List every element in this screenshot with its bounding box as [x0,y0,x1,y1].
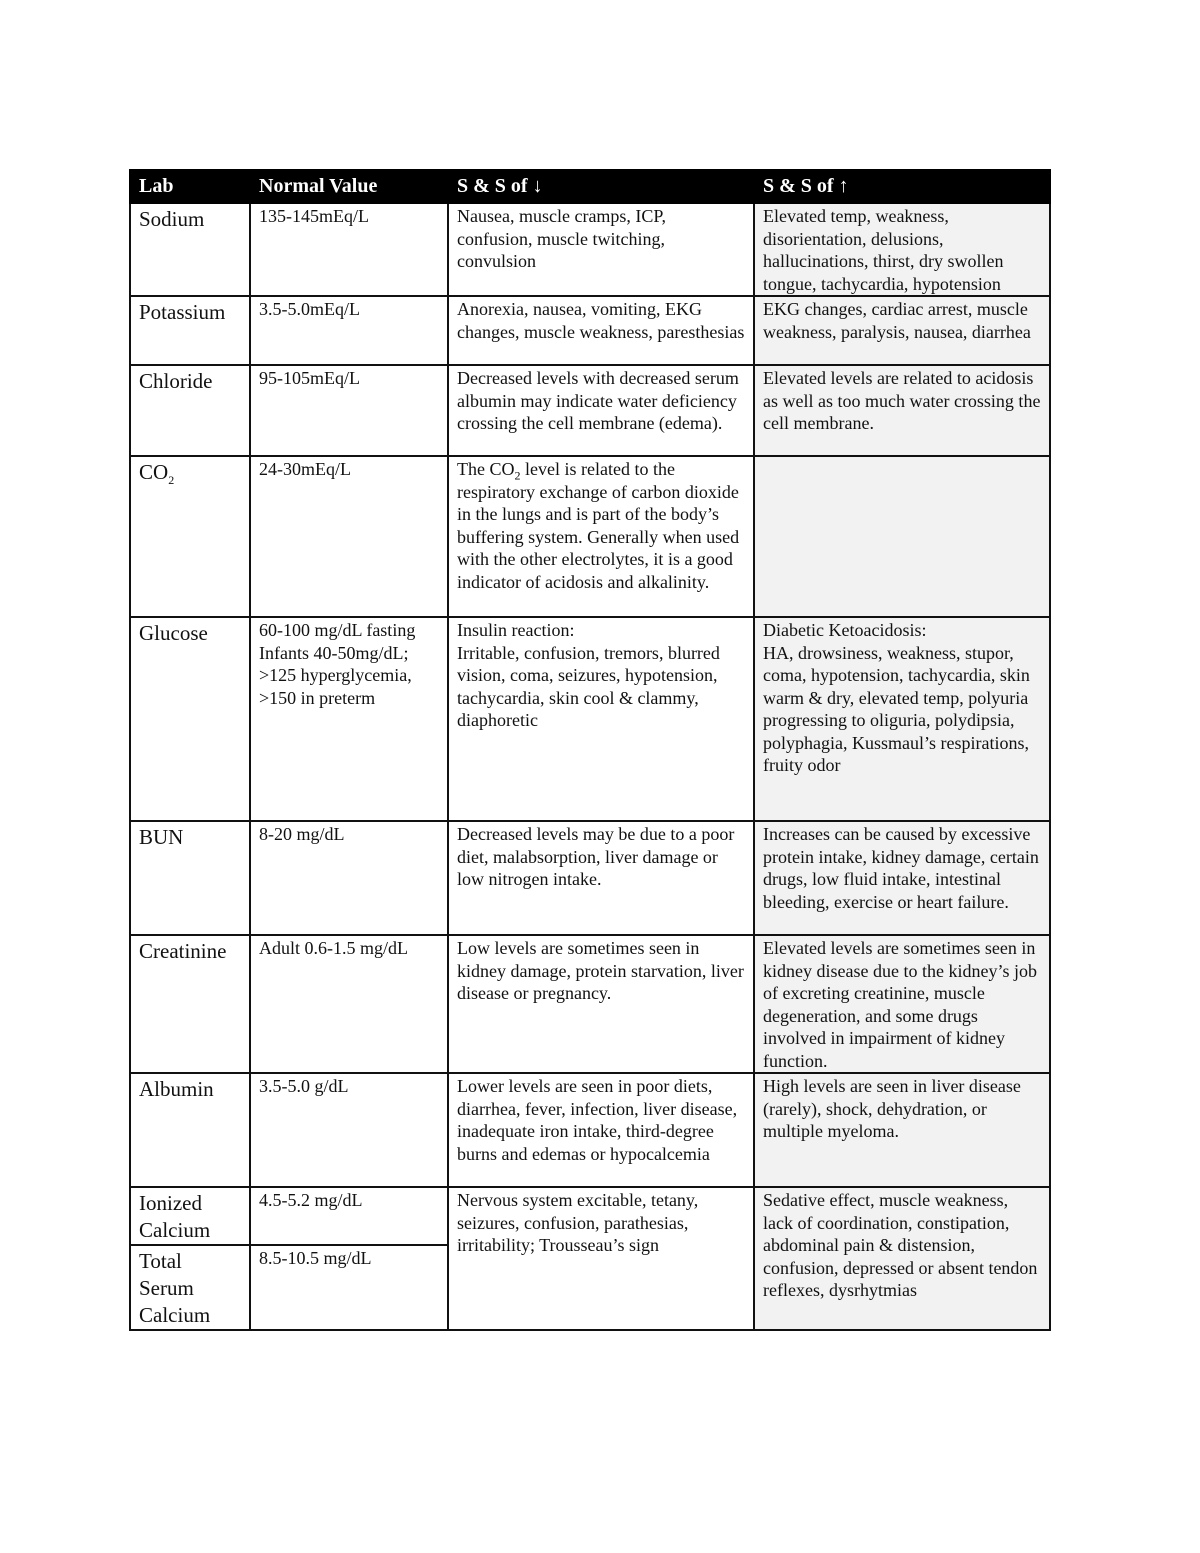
table-row [130,365,1050,456]
normal-value: 3.5-5.0mEq/L [250,296,448,365]
lab-name: Potassium [130,296,250,365]
table-row [130,935,1050,1073]
table-row [130,1073,1050,1187]
signs-low: Anorexia, nausea, vomiting, EKG changes, muscle weakness, paresthesias [448,296,754,365]
lab-values-table [129,169,1051,1331]
lab-name: Ionized Calcium [130,1187,250,1245]
normal-value: 24-30mEq/L [250,456,448,617]
table-row [130,202,1050,296]
normal-value: 8.5-10.5 mg/dL [250,1245,448,1330]
signs-low: Nervous system excitable, tetany, seizures, confusion, parathesias, irritability; Trousseau’s sign [448,1187,754,1330]
lab-name: $CO_2$ [130,456,250,617]
signs-high: Diabetic Ketoacidosis: HA, drowsiness, weakness, stupor, coma, hypotension, tachycardia, skin warm & dry, elevated temp, polyuria progressing to oliguria, polydipsia, polyphagia, Kussmaul’s respirations, fruity odor [754,617,1050,821]
signs-high: Elevated levels are related to acidosis as well as too much water crossing the cell membrane. [754,365,1050,456]
lab-name: Creatinine [130,935,250,1073]
header-signs-low: S & S of ↓ [448,170,754,202]
signs-low: Lower levels are seen in poor diets, diarrhea, fever, infection, liver disease, inadequate iron intake, third-degree burns and edemas or hypocalcemia [448,1073,754,1187]
header-normal-value: Normal Value [250,170,448,202]
header-lab: Lab [130,170,250,202]
table-row [130,456,1050,617]
normal-value: 3.5-5.0 g/dL [250,1073,448,1187]
signs-low: The $CO_2$ level is related to the respiratory exchange of carbon dioxide in the lungs and is part of the body’s buffering system. Generally when used with the other electrolytes, it is a good indicator of acidosis and alkalinity. [448,456,754,617]
table-header-row [130,170,1050,202]
normal-value: 4.5-5.2 mg/dL [250,1187,448,1245]
signs-low: Decreased levels with decreased serum albumin may indicate water deficiency crossing the cell membrane (edema). [448,365,754,456]
signs-high: EKG changes, cardiac arrest, muscle weakness, paralysis, nausea, diarrhea [754,296,1050,365]
normal-value: 8-20 mg/dL [250,821,448,935]
signs-low: Nausea, muscle cramps, ICP, confusion, muscle twitching, convulsion [448,202,754,296]
table-row [130,296,1050,365]
lab-name: Albumin [130,1073,250,1187]
signs-high: Sedative effect, muscle weakness, lack of coordination, constipation, abdominal pain & distension, confusion, depressed or absent tendon reflexes, dysrhytmias [754,1187,1050,1330]
normal-value: 60-100 mg/dL fasting Infants 40-50mg/dL; >125 hyperglycemia, >150 in preterm [250,617,448,821]
signs-low: Insulin reaction: Irritable, confusion, tremors, blurred vision, coma, seizures, hypotension, tachycardia, skin cool & clammy, diaphoretic [448,617,754,821]
header-signs-high: S & S of ↑ [754,170,1050,202]
lab-name: Glucose [130,617,250,821]
lab-name: Chloride [130,365,250,456]
normal-value: 95-105mEq/L [250,365,448,456]
table-row [130,821,1050,935]
signs-low: Low levels are sometimes seen in kidney damage, protein starvation, liver disease or pregnancy. [448,935,754,1073]
table-row [130,1187,1050,1245]
signs-high: Increases can be caused by excessive protein intake, kidney damage, certain drugs, low fluid intake, intestinal bleeding, exercise or heart failure. [754,821,1050,935]
signs-low: Decreased levels may be due to a poor diet, malabsorption, liver damage or low nitrogen intake. [448,821,754,935]
normal-value: Adult 0.6-1.5 mg/dL [250,935,448,1073]
normal-value: 135-145mEq/L [250,202,448,296]
lab-name: BUN [130,821,250,935]
lab-name: Total Serum Calcium [130,1245,250,1330]
signs-high: Elevated temp, weakness, disorientation, delusions, hallucinations, thirst, dry swollen tongue, tachycardia, hypotension [754,202,1050,296]
lab-name: Sodium [130,202,250,296]
signs-high [754,456,1050,617]
signs-high: High levels are seen in liver disease (rarely), shock, dehydration, or multiple myeloma. [754,1073,1050,1187]
table-row [130,617,1050,821]
signs-high: Elevated levels are sometimes seen in kidney disease due to the kidney’s job of excreting creatinine, muscle degeneration, and some drugs involved in impairment of kidney function. [754,935,1050,1073]
